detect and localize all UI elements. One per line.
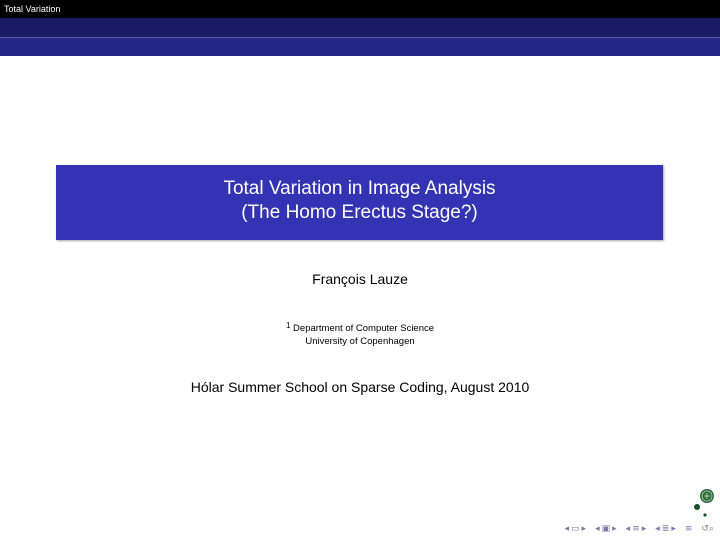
- arrow-right-icon[interactable]: ▸: [641, 524, 647, 534]
- university-name: University of Copenhagen: [305, 336, 415, 347]
- university-seal-icon: [693, 488, 720, 520]
- header-bar: [0, 0, 720, 18]
- title-box: [56, 165, 663, 240]
- section-icon[interactable]: ≡: [632, 524, 640, 534]
- nav-subsection-group: [655, 522, 676, 536]
- department-name: Department of Computer Science: [293, 323, 435, 334]
- arrow-left-icon[interactable]: ◂: [595, 524, 600, 534]
- author-name: François Lauze: [312, 271, 408, 287]
- align-icon[interactable]: ≡: [684, 524, 693, 534]
- arrow-right-icon[interactable]: ▸: [581, 524, 587, 534]
- institute-block: [0, 322, 720, 348]
- arrow-right-icon[interactable]: ▸: [671, 524, 676, 534]
- nav-align-group: [685, 522, 693, 536]
- arrow-left-icon[interactable]: ◂: [564, 524, 570, 534]
- institute-marker: 1: [285, 321, 291, 330]
- subsection-icon[interactable]: ≣: [661, 524, 670, 534]
- nav-frame-group: [564, 522, 586, 536]
- search-icon[interactable]: ↺⌕: [701, 524, 714, 534]
- nav-search-group: [701, 522, 714, 536]
- nav-section-group: [626, 522, 647, 536]
- header-band-top: [0, 18, 720, 37]
- arrow-left-icon[interactable]: ◂: [655, 524, 660, 534]
- nav-page-group: [595, 522, 617, 536]
- page-icon[interactable]: ▣: [601, 524, 611, 534]
- beamer-navigation: [558, 522, 714, 536]
- running-title: Total Variation: [4, 4, 61, 14]
- arrow-right-icon[interactable]: ▸: [612, 524, 617, 534]
- title-line-1: Total Variation in Image Analysis: [223, 178, 496, 199]
- header-band-bottom: [0, 38, 720, 56]
- arrow-left-icon[interactable]: ◂: [625, 524, 631, 534]
- event-line: Hólar Summer School on Sparse Coding, August 2010: [190, 379, 530, 395]
- frame-icon[interactable]: ▭: [571, 524, 580, 534]
- title-line-2: (The Homo Erectus Stage?): [241, 202, 478, 223]
